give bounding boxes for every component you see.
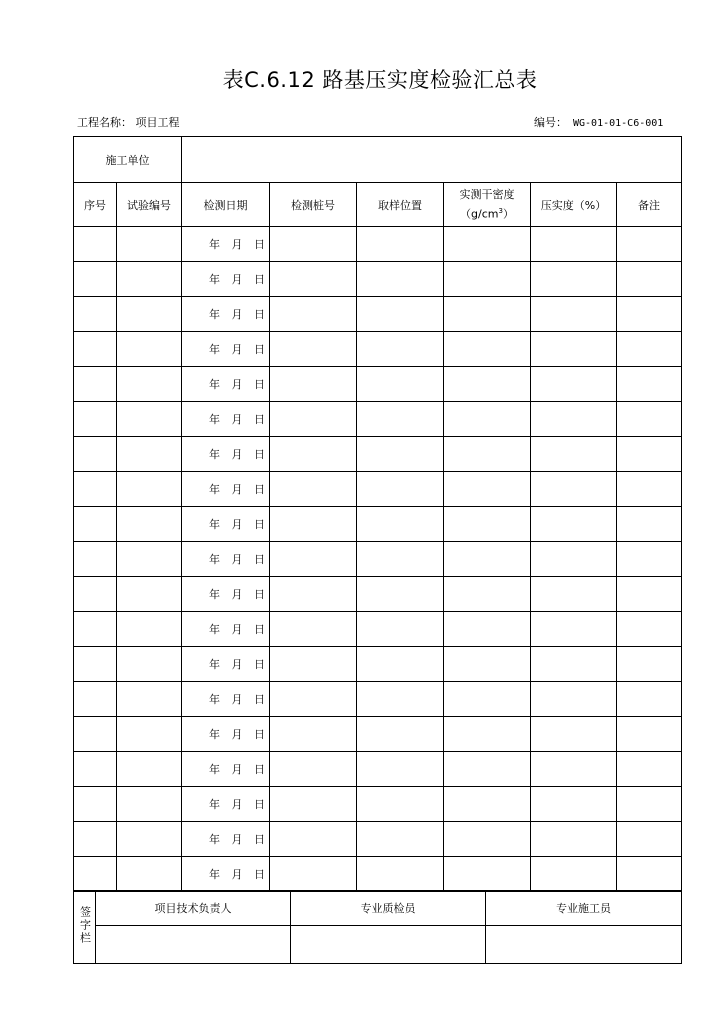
date-parts xyxy=(182,726,269,742)
date-year-label: 年 xyxy=(209,693,220,706)
date-year-label: 年 xyxy=(209,238,220,251)
header-dry-density xyxy=(444,183,531,227)
cell-position[interactable] xyxy=(357,577,444,612)
date-month-label: 月 xyxy=(231,343,243,356)
cell-dry-density[interactable] xyxy=(444,647,531,682)
cell-seq[interactable] xyxy=(74,332,117,367)
cell-dry-density[interactable] xyxy=(444,857,531,892)
cell-position[interactable] xyxy=(357,822,444,857)
date-year-label: 年 xyxy=(209,728,220,741)
cell-position[interactable] xyxy=(357,507,444,542)
cell-test-no[interactable] xyxy=(117,437,182,472)
construction-unit-value[interactable] xyxy=(182,137,682,183)
cell-remark[interactable] xyxy=(617,332,682,367)
cell-remark[interactable] xyxy=(617,577,682,612)
cell-seq[interactable] xyxy=(74,402,117,437)
cell-station[interactable] xyxy=(270,507,357,542)
signature-table xyxy=(73,890,682,964)
date-year-label: 年 xyxy=(209,588,220,601)
cell-position[interactable] xyxy=(357,787,444,822)
date-day-label: 日 xyxy=(254,693,265,706)
cell-dry-density[interactable] xyxy=(444,402,531,437)
date-day-label: 日 xyxy=(254,833,265,846)
cell-test-no[interactable] xyxy=(117,577,182,612)
date-year-label: 年 xyxy=(209,658,220,671)
cell-date[interactable] xyxy=(182,682,270,717)
table-row xyxy=(74,437,682,472)
date-parts xyxy=(182,761,269,777)
date-day-label: 日 xyxy=(254,588,265,601)
cell-compaction[interactable] xyxy=(531,542,617,577)
cell-dry-density[interactable] xyxy=(444,542,531,577)
cell-remark[interactable] xyxy=(617,402,682,437)
cell-position[interactable] xyxy=(357,367,444,402)
date-year-label: 年 xyxy=(209,308,220,321)
cell-seq[interactable] xyxy=(74,577,117,612)
date-day-label: 日 xyxy=(254,763,265,776)
cell-position[interactable] xyxy=(357,752,444,787)
cell-position[interactable] xyxy=(357,402,444,437)
project-name-label: 工程名称： xyxy=(77,116,132,129)
date-year-label: 年 xyxy=(209,763,220,776)
date-parts xyxy=(182,516,269,532)
table-row xyxy=(74,752,682,787)
cell-remark[interactable] xyxy=(617,752,682,787)
table-row xyxy=(74,507,682,542)
cell-compaction[interactable] xyxy=(531,717,617,752)
cell-compaction[interactable] xyxy=(531,787,617,822)
cell-position[interactable] xyxy=(357,472,444,507)
cell-date[interactable] xyxy=(182,647,270,682)
cell-station[interactable] xyxy=(270,367,357,402)
signature-role-constructor: 专业施工员 xyxy=(486,891,682,926)
date-month-label: 月 xyxy=(231,693,243,706)
date-parts xyxy=(182,691,269,707)
cell-compaction[interactable] xyxy=(531,262,617,297)
cell-compaction[interactable] xyxy=(531,437,617,472)
cell-remark[interactable] xyxy=(617,507,682,542)
cell-dry-density[interactable] xyxy=(444,262,531,297)
cell-test-no[interactable] xyxy=(117,472,182,507)
cell-position[interactable] xyxy=(357,332,444,367)
cell-station[interactable] xyxy=(270,647,357,682)
cell-remark[interactable] xyxy=(617,367,682,402)
cell-remark[interactable] xyxy=(617,472,682,507)
cell-seq[interactable] xyxy=(74,822,117,857)
date-day-label: 日 xyxy=(254,343,265,356)
cell-test-no[interactable] xyxy=(117,857,182,892)
signature-side-text: 签字栏 xyxy=(78,906,92,945)
table-row xyxy=(74,472,682,507)
cell-compaction[interactable] xyxy=(531,647,617,682)
date-day-label: 日 xyxy=(254,623,265,636)
cell-station[interactable] xyxy=(270,717,357,752)
date-month-label: 月 xyxy=(231,413,243,426)
cell-test-no[interactable] xyxy=(117,787,182,822)
cell-remark[interactable] xyxy=(617,542,682,577)
date-parts xyxy=(182,551,269,567)
cell-compaction[interactable] xyxy=(531,367,617,402)
cell-compaction[interactable] xyxy=(531,227,617,262)
cell-position[interactable] xyxy=(357,717,444,752)
document-code-value: WG-01-01-C6-001 xyxy=(573,118,664,129)
date-year-label: 年 xyxy=(209,833,220,846)
header-remark: 备注 xyxy=(617,183,682,227)
date-year-label: 年 xyxy=(209,553,220,566)
cell-seq[interactable] xyxy=(74,647,117,682)
date-day-label: 日 xyxy=(254,483,265,496)
project-name-value: 项目工程 xyxy=(135,116,180,129)
date-month-label: 月 xyxy=(231,448,243,461)
header-station: 检测桩号 xyxy=(270,183,357,227)
table-row xyxy=(74,367,682,402)
cell-date[interactable] xyxy=(182,787,270,822)
table-row xyxy=(74,577,682,612)
date-day-label: 日 xyxy=(254,658,265,671)
cell-test-no[interactable] xyxy=(117,297,182,332)
cell-dry-density[interactable] xyxy=(444,332,531,367)
cell-date[interactable] xyxy=(182,332,270,367)
date-parts xyxy=(182,306,269,322)
cell-station[interactable] xyxy=(270,262,357,297)
cell-seq[interactable] xyxy=(74,612,117,647)
table-header-row xyxy=(74,183,682,227)
table-row xyxy=(74,542,682,577)
cell-dry-density[interactable] xyxy=(444,682,531,717)
cell-dry-density[interactable] xyxy=(444,367,531,402)
cell-compaction[interactable] xyxy=(531,857,617,892)
cell-test-no[interactable] xyxy=(117,332,182,367)
date-day-label: 日 xyxy=(254,728,265,741)
date-month-label: 月 xyxy=(231,623,243,636)
cell-compaction[interactable] xyxy=(531,297,617,332)
cell-test-no[interactable] xyxy=(117,227,182,262)
date-month-label: 月 xyxy=(231,658,243,671)
cell-station[interactable] xyxy=(270,787,357,822)
date-year-label: 年 xyxy=(209,483,220,496)
date-year-label: 年 xyxy=(209,623,220,636)
cell-position[interactable] xyxy=(357,857,444,892)
date-day-label: 日 xyxy=(254,448,265,461)
density-unit-open: （g/cm xyxy=(460,207,499,221)
signature-field-constructor[interactable] xyxy=(486,926,682,964)
project-name xyxy=(77,114,180,130)
date-parts xyxy=(182,866,269,882)
date-month-label: 月 xyxy=(231,308,243,321)
cell-test-no[interactable] xyxy=(117,647,182,682)
cell-date[interactable] xyxy=(182,507,270,542)
document-code-label: 编号： xyxy=(534,116,567,129)
date-year-label: 年 xyxy=(209,413,220,426)
signature-role-tech-lead: 项目技术负责人 xyxy=(96,891,291,926)
cell-seq[interactable] xyxy=(74,857,117,892)
cell-seq[interactable] xyxy=(74,437,117,472)
cell-dry-density[interactable] xyxy=(444,472,531,507)
cell-test-no[interactable] xyxy=(117,262,182,297)
cell-dry-density[interactable] xyxy=(444,297,531,332)
cell-remark[interactable] xyxy=(617,647,682,682)
cell-date[interactable] xyxy=(182,472,270,507)
cell-compaction[interactable] xyxy=(531,752,617,787)
date-parts xyxy=(182,481,269,497)
date-day-label: 日 xyxy=(254,238,265,251)
cell-date[interactable] xyxy=(182,367,270,402)
cell-seq[interactable] xyxy=(74,297,117,332)
date-parts xyxy=(182,376,269,392)
date-day-label: 日 xyxy=(254,378,265,391)
cell-dry-density[interactable] xyxy=(444,787,531,822)
cell-dry-density[interactable] xyxy=(444,752,531,787)
cell-seq[interactable] xyxy=(74,507,117,542)
date-month-label: 月 xyxy=(231,273,243,286)
cell-seq[interactable] xyxy=(74,682,117,717)
cell-date[interactable] xyxy=(182,227,270,262)
table-row xyxy=(74,822,682,857)
cell-remark[interactable] xyxy=(617,297,682,332)
cell-position[interactable] xyxy=(357,297,444,332)
cell-dry-density[interactable] xyxy=(444,577,531,612)
cell-date[interactable] xyxy=(182,752,270,787)
cell-station[interactable] xyxy=(270,752,357,787)
date-parts xyxy=(182,341,269,357)
cell-date[interactable] xyxy=(182,437,270,472)
cell-station[interactable] xyxy=(270,857,357,892)
date-parts xyxy=(182,271,269,287)
date-parts xyxy=(182,446,269,462)
cell-seq[interactable] xyxy=(74,472,117,507)
cell-dry-density[interactable] xyxy=(444,227,531,262)
header-position: 取样位置 xyxy=(357,183,444,227)
table-row xyxy=(74,612,682,647)
cell-dry-density[interactable] xyxy=(444,612,531,647)
date-parts xyxy=(182,656,269,672)
cell-remark[interactable] xyxy=(617,682,682,717)
table-row xyxy=(74,857,682,892)
signature-role-qc: 专业质检员 xyxy=(291,891,486,926)
date-parts xyxy=(182,236,269,252)
table-row xyxy=(74,787,682,822)
cell-seq[interactable] xyxy=(74,717,117,752)
cell-position[interactable] xyxy=(357,437,444,472)
date-month-label: 月 xyxy=(231,518,243,531)
cell-test-no[interactable] xyxy=(117,402,182,437)
cell-compaction[interactable] xyxy=(531,577,617,612)
date-month-label: 月 xyxy=(231,868,243,881)
cell-remark[interactable] xyxy=(617,787,682,822)
date-parts xyxy=(182,411,269,427)
cell-compaction[interactable] xyxy=(531,612,617,647)
date-month-label: 月 xyxy=(231,588,243,601)
table-row xyxy=(74,717,682,752)
table-row xyxy=(74,227,682,262)
summary-table xyxy=(73,136,682,892)
construction-unit-label: 施工单位 xyxy=(74,137,182,183)
header-date: 检测日期 xyxy=(182,183,270,227)
cell-seq[interactable] xyxy=(74,542,117,577)
date-day-label: 日 xyxy=(254,273,265,286)
table-row xyxy=(74,682,682,717)
cell-seq[interactable] xyxy=(74,262,117,297)
cell-remark[interactable] xyxy=(617,857,682,892)
date-day-label: 日 xyxy=(254,308,265,321)
header-test-no: 试验编号 xyxy=(117,183,182,227)
cell-station[interactable] xyxy=(270,822,357,857)
header-compaction: 压实度（%） xyxy=(531,183,617,227)
cell-test-no[interactable] xyxy=(117,542,182,577)
cell-station[interactable] xyxy=(270,542,357,577)
cell-test-no[interactable] xyxy=(117,752,182,787)
cell-seq[interactable] xyxy=(74,752,117,787)
cell-seq[interactable] xyxy=(74,227,117,262)
cell-date[interactable] xyxy=(182,717,270,752)
cell-date[interactable] xyxy=(182,822,270,857)
cell-date[interactable] xyxy=(182,262,270,297)
cell-remark[interactable] xyxy=(617,437,682,472)
cell-test-no[interactable] xyxy=(117,682,182,717)
cell-station[interactable] xyxy=(270,297,357,332)
date-month-label: 月 xyxy=(231,378,243,391)
cell-position[interactable] xyxy=(357,542,444,577)
date-day-label: 日 xyxy=(254,868,265,881)
density-unit-sup: 3 xyxy=(498,206,503,215)
date-day-label: 日 xyxy=(254,553,265,566)
cell-compaction[interactable] xyxy=(531,472,617,507)
cell-seq[interactable] xyxy=(74,367,117,402)
signature-field-qc[interactable] xyxy=(291,926,486,964)
header-seq: 序号 xyxy=(74,183,117,227)
date-day-label: 日 xyxy=(254,798,265,811)
signature-side-label xyxy=(74,891,96,964)
date-month-label: 月 xyxy=(231,763,243,776)
date-parts xyxy=(182,796,269,812)
cell-dry-density[interactable] xyxy=(444,437,531,472)
cell-station[interactable] xyxy=(270,472,357,507)
table-row xyxy=(74,332,682,367)
cell-remark[interactable] xyxy=(617,717,682,752)
cell-remark[interactable] xyxy=(617,822,682,857)
page-title: 表C.6.12 路基压实度检验汇总表 xyxy=(222,68,538,92)
cell-dry-density[interactable] xyxy=(444,507,531,542)
cell-station[interactable] xyxy=(270,577,357,612)
document-code xyxy=(534,114,663,130)
date-year-label: 年 xyxy=(209,798,220,811)
cell-compaction[interactable] xyxy=(531,822,617,857)
cell-date[interactable] xyxy=(182,612,270,647)
date-year-label: 年 xyxy=(209,448,220,461)
date-month-label: 月 xyxy=(231,553,243,566)
cell-station[interactable] xyxy=(270,437,357,472)
cell-date[interactable] xyxy=(182,297,270,332)
header-dry-density-line1: 实测干密度 xyxy=(459,187,515,201)
cell-date[interactable] xyxy=(182,402,270,437)
cell-position[interactable] xyxy=(357,682,444,717)
cell-position[interactable] xyxy=(357,647,444,682)
cell-compaction[interactable] xyxy=(531,507,617,542)
cell-test-no[interactable] xyxy=(117,367,182,402)
cell-remark[interactable] xyxy=(617,262,682,297)
date-year-label: 年 xyxy=(209,273,220,286)
cell-station[interactable] xyxy=(270,612,357,647)
date-month-label: 月 xyxy=(231,238,243,251)
cell-station[interactable] xyxy=(270,402,357,437)
table-row xyxy=(74,647,682,682)
table-row xyxy=(74,402,682,437)
date-year-label: 年 xyxy=(209,868,220,881)
date-year-label: 年 xyxy=(209,518,220,531)
cell-date[interactable] xyxy=(182,577,270,612)
table-row xyxy=(74,262,682,297)
date-year-label: 年 xyxy=(209,378,220,391)
header-dry-density-unit xyxy=(444,203,530,223)
cell-test-no[interactable] xyxy=(117,822,182,857)
date-year-label: 年 xyxy=(209,343,220,356)
signature-field-tech-lead[interactable] xyxy=(96,926,291,964)
date-month-label: 月 xyxy=(231,728,243,741)
cell-test-no[interactable] xyxy=(117,612,182,647)
table-row xyxy=(74,297,682,332)
date-parts xyxy=(182,621,269,637)
cell-station[interactable] xyxy=(270,227,357,262)
cell-dry-density[interactable] xyxy=(444,822,531,857)
cell-date[interactable] xyxy=(182,542,270,577)
date-month-label: 月 xyxy=(231,833,243,846)
date-parts xyxy=(182,586,269,602)
date-month-label: 月 xyxy=(231,483,243,496)
cell-remark[interactable] xyxy=(617,612,682,647)
date-day-label: 日 xyxy=(254,413,265,426)
cell-position[interactable] xyxy=(357,227,444,262)
cell-position[interactable] xyxy=(357,262,444,297)
cell-test-no[interactable] xyxy=(117,717,182,752)
cell-date[interactable] xyxy=(182,857,270,892)
cell-remark[interactable] xyxy=(617,227,682,262)
cell-dry-density[interactable] xyxy=(444,717,531,752)
cell-position[interactable] xyxy=(357,612,444,647)
cell-station[interactable] xyxy=(270,682,357,717)
date-parts xyxy=(182,831,269,847)
date-month-label: 月 xyxy=(231,798,243,811)
cell-seq[interactable] xyxy=(74,787,117,822)
cell-station[interactable] xyxy=(270,332,357,367)
density-unit-close: ） xyxy=(502,207,514,221)
cell-compaction[interactable] xyxy=(531,332,617,367)
date-day-label: 日 xyxy=(254,518,265,531)
cell-test-no[interactable] xyxy=(117,507,182,542)
cell-compaction[interactable] xyxy=(531,402,617,437)
cell-compaction[interactable] xyxy=(531,682,617,717)
